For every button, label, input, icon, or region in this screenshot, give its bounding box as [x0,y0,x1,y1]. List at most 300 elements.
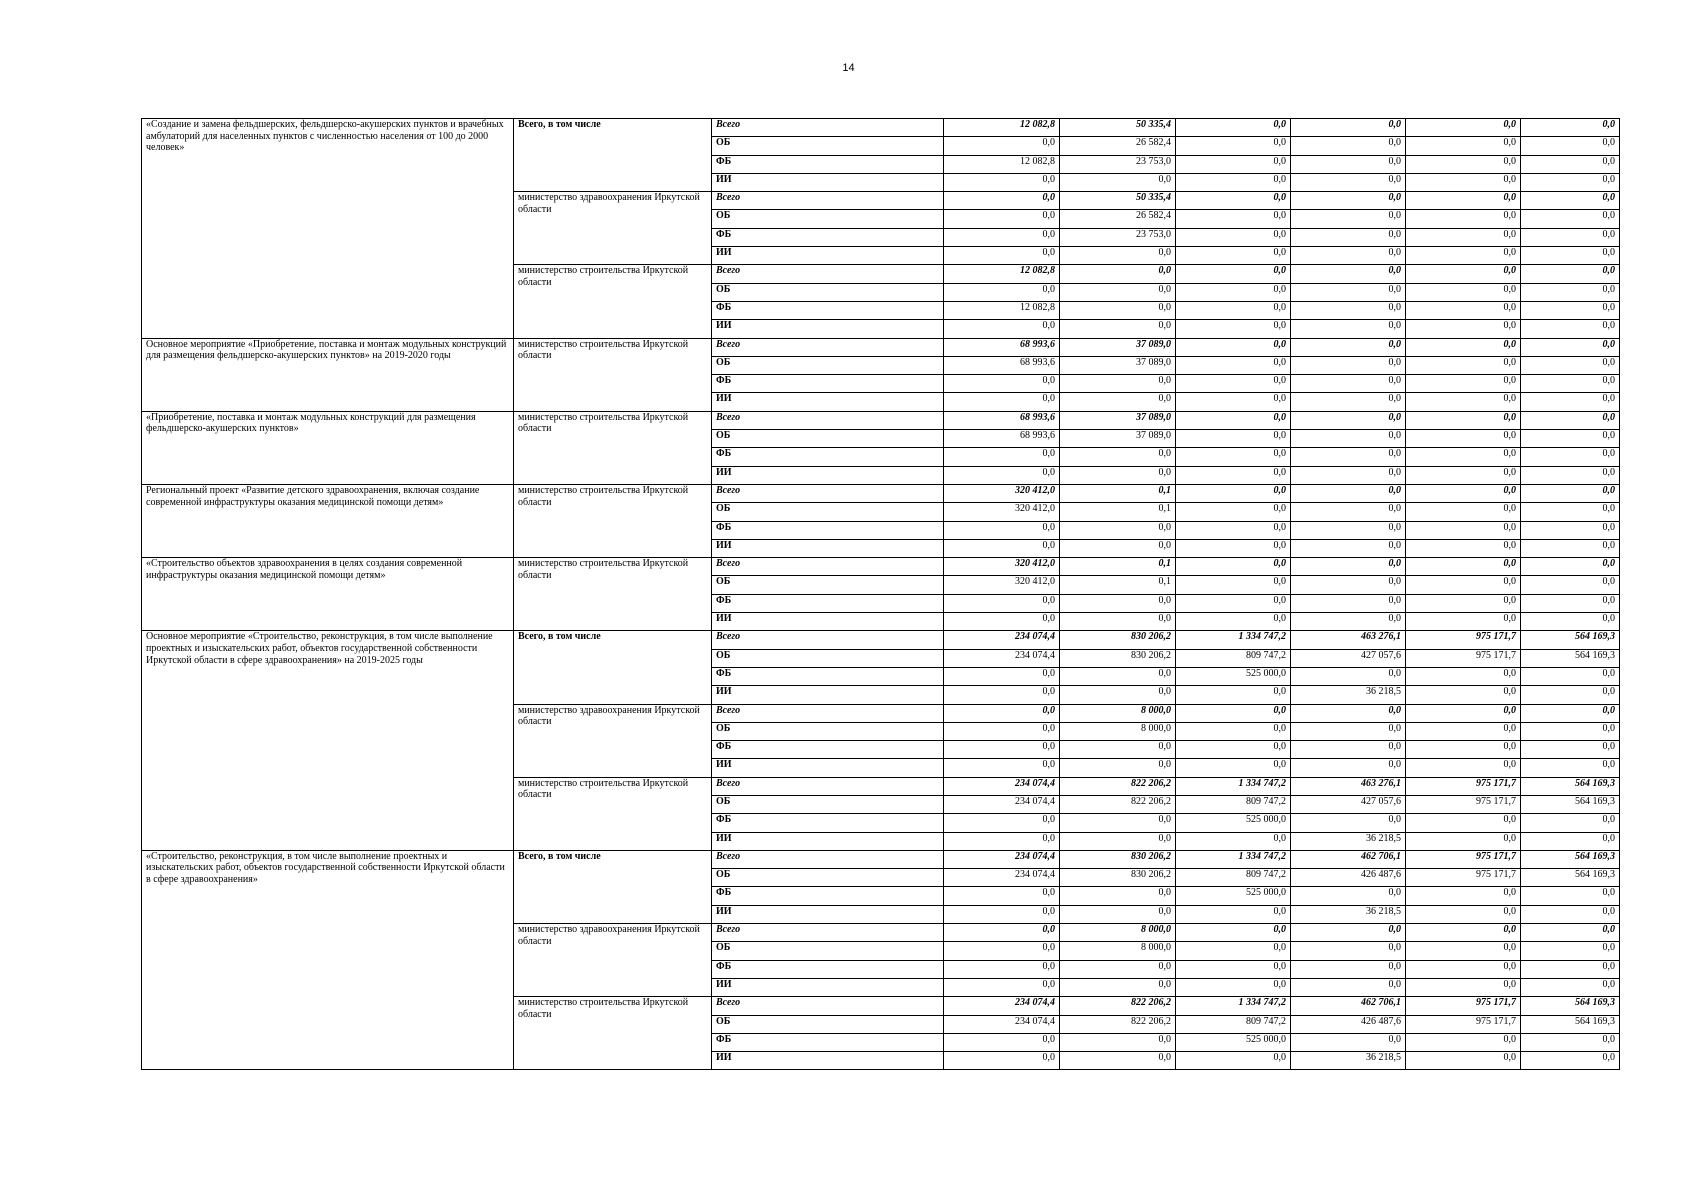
amount-cell: 525 000,0 [1176,814,1291,832]
amount-cell: 0,0 [1521,686,1620,704]
amount-cell: 0,0 [1406,484,1521,502]
amount-cell: 0,0 [1406,393,1521,411]
amount-cell: 0,0 [1406,594,1521,612]
amount-cell: 12 082,8 [944,119,1060,137]
amount-cell: 0,0 [1176,1052,1291,1070]
amount-cell: 0,0 [1521,466,1620,484]
amount-cell: 0,0 [944,228,1060,246]
amount-cell: 0,0 [1406,338,1521,356]
amount-cell: 0,0 [1060,759,1176,777]
funding-source: ИИ [712,759,944,777]
amount-cell: 234 074,4 [944,649,1060,667]
amount-cell: 0,0 [1291,576,1406,594]
amount-cell: 0,1 [1060,558,1176,576]
amount-cell: 0,0 [944,393,1060,411]
amount-cell: 809 747,2 [1176,1015,1291,1033]
funding-source: ФБ [712,594,944,612]
amount-cell: 0,0 [1060,1052,1176,1070]
amount-cell: 0,0 [1176,521,1291,539]
amount-cell: 426 487,6 [1291,869,1406,887]
amount-cell: 36 218,5 [1291,1052,1406,1070]
amount-cell: 37 089,0 [1060,411,1176,429]
amount-cell: 0,0 [1521,741,1620,759]
amount-cell: 0,0 [1521,905,1620,923]
executor-name: министерство строительства Иркутской области [514,411,712,484]
amount-cell: 0,0 [1406,375,1521,393]
amount-cell: 975 171,7 [1406,795,1521,813]
amount-cell: 8 000,0 [1060,942,1176,960]
amount-cell: 0,0 [1176,430,1291,448]
amount-cell: 0,0 [1406,741,1521,759]
funding-source: ИИ [712,613,944,631]
amount-cell: 0,0 [944,283,1060,301]
amount-cell: 0,0 [1406,430,1521,448]
amount-cell: 564 169,3 [1521,649,1620,667]
amount-cell: 0,0 [944,924,1060,942]
amount-cell: 0,0 [1291,978,1406,996]
amount-cell: 0,0 [1176,704,1291,722]
amount-cell: 26 582,4 [1060,210,1176,228]
amount-cell: 830 206,2 [1060,649,1176,667]
table-body [142,119,1620,1070]
amount-cell: 0,0 [944,375,1060,393]
amount-cell: 23 753,0 [1060,228,1176,246]
amount-cell: 0,0 [1176,539,1291,557]
amount-cell: 0,0 [1176,722,1291,740]
amount-cell: 564 169,3 [1521,631,1620,649]
funding-source: Всего [712,192,944,210]
amount-cell: 0,0 [1521,667,1620,685]
amount-cell: 0,0 [1406,942,1521,960]
amount-cell: 0,0 [1060,594,1176,612]
amount-cell: 463 276,1 [1291,777,1406,795]
amount-cell: 320 412,0 [944,576,1060,594]
amount-cell: 0,0 [1406,1033,1521,1051]
amount-cell: 234 074,4 [944,997,1060,1015]
table-row [142,631,1620,649]
amount-cell: 0,0 [1176,210,1291,228]
amount-cell: 0,0 [1176,960,1291,978]
amount-cell: 525 000,0 [1176,887,1291,905]
amount-cell: 0,0 [1406,283,1521,301]
amount-cell: 0,0 [944,448,1060,466]
amount-cell: 12 082,8 [944,301,1060,319]
amount-cell: 0,0 [1060,448,1176,466]
amount-cell: 68 993,6 [944,430,1060,448]
amount-cell: 0,0 [1406,265,1521,283]
amount-cell: 0,0 [1176,978,1291,996]
funding-source: Всего [712,704,944,722]
amount-cell: 320 412,0 [944,503,1060,521]
amount-cell: 0,1 [1060,576,1176,594]
amount-cell: 0,0 [1521,503,1620,521]
amount-cell: 809 747,2 [1176,869,1291,887]
amount-cell: 0,0 [1060,686,1176,704]
amount-cell: 0,0 [944,173,1060,191]
amount-cell: 0,0 [1406,978,1521,996]
amount-cell: 37 089,0 [1060,356,1176,374]
funding-source: Всего [712,411,944,429]
funding-source: ОБ [712,576,944,594]
funding-source: ФБ [712,814,944,832]
amount-cell: 234 074,4 [944,631,1060,649]
amount-cell: 0,0 [1176,283,1291,301]
activity-name: «Строительство, реконструкция, в том числе выполнение проектных и изыскательских работ, объектов государственной собственности Иркутской области в сфере здравоохранения» [142,850,514,1070]
amount-cell: 525 000,0 [1176,667,1291,685]
amount-cell: 0,0 [1406,1052,1521,1070]
amount-cell: 0,0 [944,1052,1060,1070]
amount-cell: 463 276,1 [1291,631,1406,649]
amount-cell: 0,0 [1521,942,1620,960]
amount-cell: 23 753,0 [1060,155,1176,173]
table-row [142,411,1620,429]
amount-cell: 0,0 [1406,137,1521,155]
amount-cell: 0,0 [1176,119,1291,137]
amount-cell: 0,0 [1291,924,1406,942]
amount-cell: 0,0 [944,887,1060,905]
funding-source: Всего [712,631,944,649]
amount-cell: 0,0 [1176,411,1291,429]
amount-cell: 0,0 [944,1033,1060,1051]
amount-cell: 0,0 [1521,393,1620,411]
amount-cell: 0,0 [1060,265,1176,283]
amount-cell: 0,0 [1406,192,1521,210]
amount-cell: 0,0 [944,539,1060,557]
amount-cell: 320 412,0 [944,484,1060,502]
amount-cell: 0,0 [1291,594,1406,612]
amount-cell: 0,0 [1521,192,1620,210]
amount-cell: 0,0 [944,832,1060,850]
funding-source: ОБ [712,722,944,740]
amount-cell: 0,0 [1060,832,1176,850]
amount-cell: 0,0 [1406,247,1521,265]
amount-cell: 0,0 [1406,411,1521,429]
amount-cell: 0,0 [1406,960,1521,978]
funding-source: ИИ [712,247,944,265]
amount-cell: 0,0 [1406,759,1521,777]
amount-cell: 0,0 [1291,1033,1406,1051]
amount-cell: 0,0 [1406,466,1521,484]
amount-cell: 0,0 [1176,448,1291,466]
executor-name: министерство строительства Иркутской области [514,265,712,338]
amount-cell: 0,0 [1176,137,1291,155]
amount-cell: 0,0 [1176,320,1291,338]
amount-cell: 809 747,2 [1176,795,1291,813]
amount-cell: 0,0 [944,466,1060,484]
amount-cell: 0,0 [1521,448,1620,466]
funding-source: Всего [712,997,944,1015]
amount-cell: 8 000,0 [1060,924,1176,942]
amount-cell: 0,0 [1406,210,1521,228]
amount-cell: 564 169,3 [1521,795,1620,813]
amount-cell: 50 335,4 [1060,119,1176,137]
amount-cell: 0,0 [944,741,1060,759]
funding-source: ФБ [712,521,944,539]
amount-cell: 0,0 [1291,356,1406,374]
amount-cell: 0,0 [1521,576,1620,594]
funding-source: ФБ [712,741,944,759]
amount-cell: 0,0 [1291,521,1406,539]
amount-cell: 830 206,2 [1060,631,1176,649]
amount-cell: 0,0 [1291,210,1406,228]
funding-source: ОБ [712,942,944,960]
amount-cell: 975 171,7 [1406,777,1521,795]
amount-cell: 0,0 [1291,558,1406,576]
page-number: 14 [842,62,855,74]
amount-cell: 37 089,0 [1060,430,1176,448]
amount-cell: 0,0 [1291,265,1406,283]
amount-cell: 0,0 [944,613,1060,631]
amount-cell: 0,0 [1521,539,1620,557]
amount-cell: 0,0 [1521,484,1620,502]
amount-cell: 0,0 [944,814,1060,832]
amount-cell: 0,0 [944,247,1060,265]
amount-cell: 0,0 [1406,832,1521,850]
amount-cell: 0,0 [1406,301,1521,319]
amount-cell: 0,0 [1521,832,1620,850]
amount-cell: 0,0 [1060,741,1176,759]
amount-cell: 0,0 [1406,686,1521,704]
amount-cell: 0,0 [1060,320,1176,338]
amount-cell: 37 089,0 [1060,338,1176,356]
financing-table [141,118,1620,1070]
amount-cell: 0,0 [1521,320,1620,338]
amount-cell: 975 171,7 [1406,1015,1521,1033]
amount-cell: 0,0 [1176,759,1291,777]
amount-cell: 1 334 747,2 [1176,850,1291,868]
amount-cell: 0,0 [1176,924,1291,942]
amount-cell: 0,0 [1291,942,1406,960]
amount-cell: 0,0 [1521,704,1620,722]
amount-cell: 0,0 [1521,247,1620,265]
amount-cell: 0,0 [944,978,1060,996]
amount-cell: 0,0 [1176,338,1291,356]
amount-cell: 0,0 [1406,155,1521,173]
amount-cell: 0,0 [1406,356,1521,374]
amount-cell: 68 993,6 [944,411,1060,429]
amount-cell: 462 706,1 [1291,850,1406,868]
amount-cell: 0,0 [1176,942,1291,960]
funding-source: Всего [712,338,944,356]
executor-name: министерство строительства Иркутской области [514,338,712,411]
amount-cell: 0,0 [1060,375,1176,393]
amount-cell: 564 169,3 [1521,1015,1620,1033]
amount-cell: 0,0 [1291,613,1406,631]
amount-cell: 0,0 [1521,265,1620,283]
amount-cell: 0,0 [1176,503,1291,521]
amount-cell: 0,0 [1176,393,1291,411]
amount-cell: 0,0 [944,942,1060,960]
activity-name: Основное мероприятие «Строительство, реконструкция, в том числе выполнение проектных и изыскательских работ, объектов государственной собственности Иркутской области в сфере здравоохранения» на 2019-2025 годы [142,631,514,851]
amount-cell: 0,0 [1291,393,1406,411]
amount-cell: 0,0 [1291,887,1406,905]
funding-source: ФБ [712,667,944,685]
amount-cell: 0,0 [1176,613,1291,631]
funding-source: ФБ [712,1033,944,1051]
executor-name: министерство здравоохранения Иркутской области [514,192,712,265]
amount-cell: 0,0 [944,521,1060,539]
amount-cell: 0,0 [944,759,1060,777]
amount-cell: 234 074,4 [944,850,1060,868]
amount-cell: 0,0 [1291,960,1406,978]
amount-cell: 0,0 [1521,375,1620,393]
amount-cell: 0,0 [944,137,1060,155]
amount-cell: 0,0 [1060,814,1176,832]
funding-source: ОБ [712,869,944,887]
funding-source: ФБ [712,301,944,319]
activity-name: Основное мероприятие «Приобретение, поставка и монтаж модульных конструкций для размещения фельдшерско-акушерских пунктов» на 2019-2020 годы [142,338,514,411]
amount-cell: 0,0 [1521,173,1620,191]
amount-cell: 0,0 [1176,356,1291,374]
amount-cell: 0,0 [1176,247,1291,265]
amount-cell: 0,0 [944,704,1060,722]
funding-source: ФБ [712,155,944,173]
amount-cell: 0,0 [1176,832,1291,850]
funding-source: ОБ [712,356,944,374]
amount-cell: 0,0 [1060,978,1176,996]
amount-cell: 0,0 [1060,960,1176,978]
funding-source: ИИ [712,978,944,996]
funding-source: Всего [712,850,944,868]
funding-source: ИИ [712,686,944,704]
amount-cell: 0,0 [1176,192,1291,210]
funding-source: ФБ [712,448,944,466]
table-row [142,119,1620,137]
amount-cell: 0,0 [1176,375,1291,393]
funding-source: Всего [712,265,944,283]
amount-cell: 975 171,7 [1406,649,1521,667]
executor-name: министерство строительства Иркутской области [514,484,712,557]
amount-cell: 0,0 [1176,466,1291,484]
amount-cell: 975 171,7 [1406,997,1521,1015]
amount-cell: 0,0 [1176,155,1291,173]
amount-cell: 0,0 [1060,301,1176,319]
amount-cell: 0,0 [1521,356,1620,374]
amount-cell: 822 206,2 [1060,1015,1176,1033]
funding-source: ОБ [712,283,944,301]
funding-source: ФБ [712,228,944,246]
amount-cell: 0,1 [1060,503,1176,521]
amount-cell: 0,0 [1060,466,1176,484]
amount-cell: 0,0 [1176,558,1291,576]
executor-name: министерство здравоохранения Иркутской области [514,924,712,997]
amount-cell: 0,0 [944,192,1060,210]
amount-cell: 0,0 [1176,173,1291,191]
amount-cell: 0,0 [1291,173,1406,191]
funding-source: ОБ [712,795,944,813]
funding-source: Всего [712,924,944,942]
funding-source: ИИ [712,539,944,557]
amount-cell: 564 169,3 [1521,997,1620,1015]
amount-cell: 0,0 [1176,576,1291,594]
funding-source: ОБ [712,649,944,667]
amount-cell: 0,0 [1406,924,1521,942]
amount-cell: 0,0 [1060,667,1176,685]
amount-cell: 427 057,6 [1291,649,1406,667]
amount-cell: 0,0 [944,905,1060,923]
executor-name: министерство строительства Иркутской области [514,558,712,631]
amount-cell: 830 206,2 [1060,850,1176,868]
amount-cell: 0,0 [944,210,1060,228]
amount-cell: 0,0 [1521,978,1620,996]
amount-cell: 234 074,4 [944,1015,1060,1033]
amount-cell: 0,0 [1521,430,1620,448]
amount-cell: 0,1 [1060,484,1176,502]
amount-cell: 427 057,6 [1291,795,1406,813]
funding-source: ИИ [712,173,944,191]
amount-cell: 0,0 [1406,539,1521,557]
amount-cell: 975 171,7 [1406,631,1521,649]
amount-cell: 36 218,5 [1291,832,1406,850]
amount-cell: 0,0 [1060,393,1176,411]
amount-cell: 0,0 [1291,759,1406,777]
amount-cell: 0,0 [944,960,1060,978]
amount-cell: 0,0 [1291,704,1406,722]
funding-source: ИИ [712,466,944,484]
executor-name: Всего, в том числе [514,850,712,923]
amount-cell: 234 074,4 [944,795,1060,813]
amount-cell: 0,0 [1291,722,1406,740]
funding-source: ИИ [712,832,944,850]
amount-cell: 0,0 [1406,887,1521,905]
amount-cell: 0,0 [1406,119,1521,137]
funding-source: ОБ [712,1015,944,1033]
amount-cell: 0,0 [1406,576,1521,594]
activity-name: «Создание и замена фельдшерских, фельдшерско-акушерских пунктов и врачебных амбулаторий для населенных пунктов с численностью населения от 100 до 2000 человек» [142,119,514,339]
amount-cell: 0,0 [944,722,1060,740]
funding-source: ФБ [712,887,944,905]
amount-cell: 0,0 [1291,539,1406,557]
amount-cell: 0,0 [1291,741,1406,759]
amount-cell: 0,0 [1060,173,1176,191]
amount-cell: 462 706,1 [1291,997,1406,1015]
funding-source: ИИ [712,1052,944,1070]
amount-cell: 0,0 [1291,430,1406,448]
funding-source: Всего [712,777,944,795]
amount-cell: 975 171,7 [1406,850,1521,868]
amount-cell: 0,0 [1176,686,1291,704]
table-row [142,558,1620,576]
amount-cell: 0,0 [1406,905,1521,923]
amount-cell: 0,0 [1521,814,1620,832]
amount-cell: 0,0 [1060,887,1176,905]
amount-cell: 68 993,6 [944,356,1060,374]
amount-cell: 1 334 747,2 [1176,631,1291,649]
amount-cell: 12 082,8 [944,155,1060,173]
amount-cell: 8 000,0 [1060,704,1176,722]
amount-cell: 0,0 [1521,228,1620,246]
amount-cell: 0,0 [1291,137,1406,155]
amount-cell: 564 169,3 [1521,777,1620,795]
amount-cell: 0,0 [1521,301,1620,319]
amount-cell: 0,0 [1291,484,1406,502]
amount-cell: 0,0 [1291,247,1406,265]
amount-cell: 0,0 [944,320,1060,338]
amount-cell: 0,0 [1521,210,1620,228]
amount-cell: 822 206,2 [1060,777,1176,795]
amount-cell: 36 218,5 [1291,686,1406,704]
amount-cell: 0,0 [1406,558,1521,576]
amount-cell: 0,0 [1176,228,1291,246]
amount-cell: 0,0 [1521,411,1620,429]
amount-cell: 1 334 747,2 [1176,777,1291,795]
amount-cell: 0,0 [1406,521,1521,539]
amount-cell: 0,0 [1406,173,1521,191]
amount-cell: 0,0 [1521,558,1620,576]
funding-source: ИИ [712,393,944,411]
amount-cell: 0,0 [1406,448,1521,466]
executor-name: министерство строительства Иркутской области [514,777,712,850]
